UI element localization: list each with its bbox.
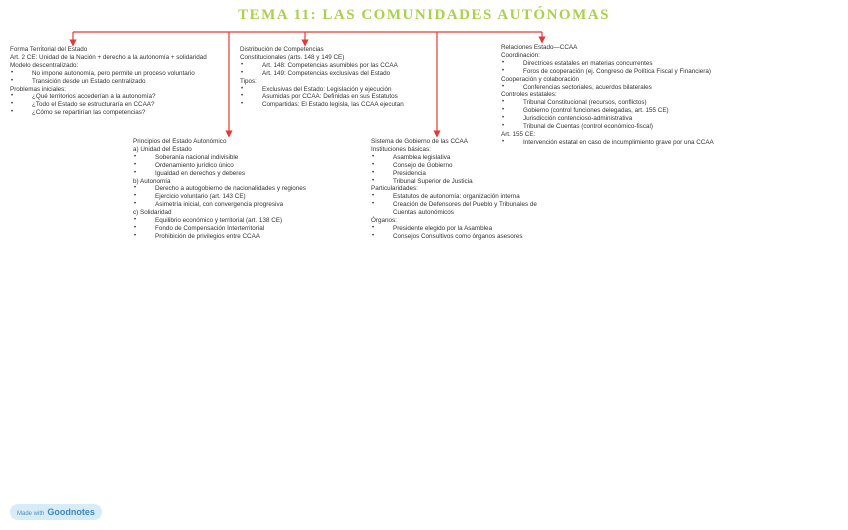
- bullet-item: • Asimetría inicial, con convergencia progresiva: [133, 201, 343, 209]
- section-line: Distribución de Competencias: [240, 46, 324, 53]
- bullet-item: • Prohibición de privilegios entre CCAA: [133, 233, 343, 241]
- bullet-item: • Presidencia: [371, 170, 551, 178]
- section-line: Constitucionales (arts. 148 y 149 CE): [240, 53, 345, 61]
- bullet-item: • Fondo de Compensación Interterritorial: [133, 225, 343, 233]
- bullet-item: • Tribunal de Cuentas (control económico-fiscal): [501, 123, 721, 131]
- bullet-item: • Estatutos de autonomía: organización interna: [371, 193, 551, 201]
- section-line: Controles estatales:: [501, 91, 557, 99]
- section-line: Art. 2 CE: Unidad de la Nación + derecho a la autonomía + solidaridad: [10, 53, 207, 61]
- section-line: a) Unidad del Estado: [133, 145, 192, 153]
- bullet-item: • Tribunal Constitucional (recursos, conflictos): [501, 99, 721, 107]
- bullet-item: • Asumidas por CCAA: Definidas en sus Estatutos: [240, 93, 445, 101]
- bullet-item: • Transición desde un Estado centralizado: [10, 78, 215, 86]
- section-line: Tipos:: [240, 77, 257, 85]
- section-line: Coordinación:: [501, 51, 540, 59]
- section-principios: [133, 138, 343, 241]
- bullet-item: • Equilibrio económico y territorial (art. 138 CE): [133, 217, 343, 225]
- page-title: TEMA 11: LAS COMUNIDADES AUTÓNOMAS: [238, 7, 610, 23]
- bullet-item: • Igualdad en derechos y deberes: [133, 170, 343, 178]
- section-line: Problemas iniciales:: [10, 85, 66, 93]
- bullet-item: • ¿Todo el Estado se estructuraría en CCAA?: [10, 101, 215, 109]
- bullet-item: • Derecho a autogobierno de nacionalidades y regiones: [133, 185, 343, 193]
- section-line: Forma Territorial del Estado: [10, 46, 88, 53]
- bullet-item: • Compartidas: El Estado legisla, las CCAA ejecutan: [240, 101, 445, 109]
- section-sistema-gobierno: [371, 138, 551, 241]
- section-line: Cooperación y colaboración: [501, 75, 580, 83]
- bullet-item: • Directrices estatales en materias concurrentes: [501, 60, 721, 68]
- section-line: Particularidades:: [371, 185, 418, 193]
- bullet-item: • Consejos Consultivos como órganos asesores: [371, 233, 551, 241]
- section-line: Principios del Estado Autonómico: [133, 138, 227, 145]
- bullet-item: • Art. 148: Competencias asumibles por las CCAA: [240, 62, 445, 70]
- section-relaciones-estado-ccaa: [501, 44, 721, 147]
- bullet-item: • Exclusivas del Estado: Legislación y ejecución: [240, 86, 445, 94]
- section-line: b) Autonomía: [133, 177, 171, 185]
- bullet-item: • Presidente elegido por la Asamblea: [371, 225, 551, 233]
- bullet-item: • ¿Cómo se repartirían las competencias?: [10, 109, 215, 117]
- goodnotes-badge[interactable]: [10, 504, 102, 520]
- bullet-item: • Soberanía nacional indivisible: [133, 154, 343, 162]
- section-distribucion-competencias: [240, 46, 445, 109]
- bullet-item: • Intervención estatal en caso de incumplimiento grave por una CCAA: [501, 139, 721, 147]
- badge-brand: Goodnotes: [47, 507, 95, 517]
- bullet-item: • Gobierno (control funciones delegadas, art. 155 CE): [501, 107, 721, 115]
- bullet-item: • ¿Qué territorios accederían a la autonomía?: [10, 93, 215, 101]
- bullet-item: • Jurisdicción contencioso-administrativa: [501, 115, 721, 123]
- bullet-item: • Asamblea legislativa: [371, 154, 551, 162]
- section-line: Relaciones Estado—CCAA: [501, 44, 578, 51]
- section-forma-territorial: [10, 46, 215, 117]
- bullet-item: • Ejercicio voluntario (art. 143 CE): [133, 193, 343, 201]
- section-line: Órganos:: [371, 217, 397, 225]
- badge-prefix: Made with: [17, 511, 45, 517]
- bullet-item: • Ordenamiento jurídico único: [133, 162, 343, 170]
- section-line: Sistema de Gobierno de las CCAA: [371, 138, 468, 145]
- section-line: Art. 155 CE:: [501, 130, 536, 138]
- section-line: c) Solidaridad: [133, 209, 172, 217]
- bullet-item: • Tribunal Superior de Justicia: [371, 178, 551, 186]
- bullet-item: • Consejo de Gobierno: [371, 162, 551, 170]
- bullet-item: • Foros de cooperación (ej. Congreso de Política Fiscal y Financiera): [501, 68, 721, 76]
- bullet-item: • Conferencias sectoriales, acuerdos bilaterales: [501, 84, 721, 92]
- bullet-item: • Art. 149: Competencias exclusivas del Estado: [240, 70, 445, 78]
- section-line: Modelo descentralizado:: [10, 61, 79, 69]
- section-line: Instituciones básicas:: [371, 145, 431, 153]
- bullet-item: • No impone autonomía, pero permite un proceso voluntario: [10, 70, 215, 78]
- bullet-item: • Creación de Defensores del Pueblo y Tribunales de Cuentas autonómicos: [371, 201, 551, 217]
